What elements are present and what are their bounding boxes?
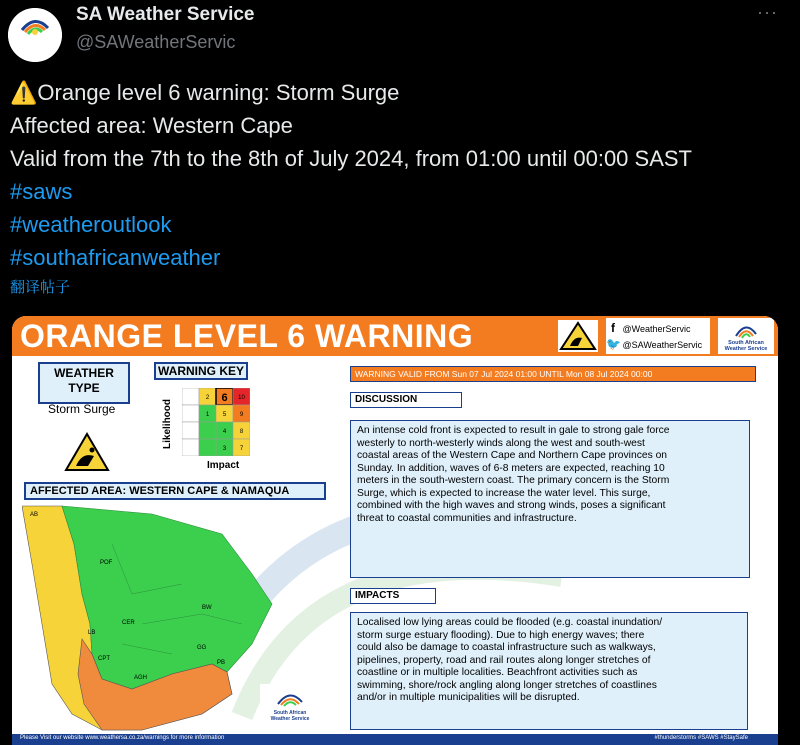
twitter-handle: @SAWeatherServic (622, 340, 703, 350)
impacts-line: coastline or in multiple localities. Beachfront activities such as (357, 667, 638, 678)
discussion-line: meters in the south-western coast. The primary concern is the Storm (357, 475, 670, 486)
account-handle[interactable]: @SAWeatherServic (76, 32, 236, 52)
weather-type-label: WEATHER TYPE (38, 362, 130, 404)
saws-logo-icon (718, 318, 774, 340)
impacts-line: storm surge estuary flooding). Due to high energy waves; there (357, 629, 645, 641)
discussion-line: westerly to north-westerly winds along the west and south-west (357, 437, 645, 449)
warning-emoji-icon: ⚠️ (10, 80, 38, 105)
impact-label: Impact (207, 460, 240, 471)
weather-type-value: Storm Surge (48, 402, 116, 416)
tweet-text (10, 76, 790, 274)
affected-area-label: AFFECTED AREA: WESTERN CAPE & NAMAQUA (24, 482, 326, 500)
tweet-line-3: Valid from the 7th to the 8th of July 2024, from 01:00 until 00:00 SAST (10, 146, 692, 171)
tweet-line-text: Orange level 6 warning: Storm Surge (37, 80, 400, 105)
warning-valid-banner: WARNING VALID FROM Sun 07 Jul 2024 01:00 UNTIL Mon 08 Jul 2024 00:00 (350, 366, 756, 382)
map-region-label: AGH (134, 675, 148, 681)
saws-logo-icon (8, 8, 62, 62)
map-region-label: PB (217, 660, 226, 666)
avatar[interactable] (8, 8, 62, 62)
social-handles (606, 318, 710, 354)
translate-post-link[interactable]: 翻译帖子 (10, 279, 71, 296)
warning-image[interactable] (12, 316, 778, 745)
saws-logo (718, 318, 774, 354)
map-region-label: CER (122, 620, 135, 626)
account-name[interactable]: SA Weather Service (76, 4, 255, 25)
impacts-body (350, 612, 748, 730)
matrix-cell-value: 6 (221, 392, 228, 404)
discussion-label: DISCUSSION (350, 392, 462, 408)
discussion-line: Surge, which is expected to increase the water level. This surge, (357, 487, 651, 499)
matrix-cell-value: 8 (239, 429, 244, 435)
hashtag-southafricanweather[interactable]: #southafricanweather (10, 245, 221, 270)
impacts-line: could also be damage to coastal infrastructure such as walkways, (357, 642, 656, 653)
matrix-cell-value: 3 (222, 446, 227, 452)
matrix-cell-value: 10 (238, 395, 245, 401)
svg-text:South African: South African (273, 710, 307, 716)
footer-hashtags: #thunderstorms #SAWS #StaySafe (654, 735, 748, 741)
logo-text: South African Weather Service (724, 340, 768, 352)
hashtag-saws[interactable]: #saws (10, 179, 73, 204)
matrix-cell-value: 1 (205, 412, 210, 418)
discussion-body (350, 420, 750, 578)
impacts-line: Localised low lying areas could be flooded (e.g. coastal inundation/ (357, 617, 663, 628)
likelihood-label: Likelihood (162, 399, 173, 449)
tweet-line-2: Affected area: Western Cape (10, 113, 293, 138)
warning-title: ORANGE LEVEL 6 WARNING (20, 318, 474, 354)
tweet-line-1 (10, 76, 790, 109)
twitter-icon: 🐦 (606, 337, 621, 351)
facebook-icon: f (611, 321, 615, 335)
warning-key-matrix (182, 388, 250, 456)
storm-surge-warning-icon (558, 320, 598, 352)
map-region-label: BW (202, 605, 212, 611)
matrix-cell-value: 5 (222, 412, 227, 418)
discussion-line: An intense cold front is expected to result in gale to strong gale force (357, 425, 670, 436)
map-region-label: POF (100, 560, 113, 566)
twitter-row (606, 337, 702, 351)
map-region-label: AB (30, 512, 39, 518)
hashtag-weatheroutlook[interactable]: #weatheroutlook (10, 212, 172, 237)
more-options-icon[interactable]: ··· (757, 2, 778, 22)
discussion-line: Sunday. In addition, waves of 6-8 meters are expected, reaching 10 (357, 462, 665, 474)
map-saws-logo-icon (260, 684, 320, 724)
map-region-label: GG (197, 645, 207, 651)
facebook-handle: @WeatherServic (622, 324, 691, 334)
footer-website: Please Visit our website www.weathersa.co.za/warnings for more information (20, 735, 225, 741)
impacts-line: and/or in multiple municipalities will be disrupted. (357, 692, 580, 703)
discussion-line: coastal areas of the Western Cape and Northern Cape provinces on (357, 450, 668, 461)
map-region-label: LB (88, 630, 96, 636)
impacts-line: swimming, shore/rock angling along longer stretches of coastlines (357, 679, 657, 691)
discussion-line: threat to coastal communities and infrastructure. (357, 512, 577, 524)
matrix-cell-value: 9 (239, 412, 244, 418)
matrix-cell-value: 7 (239, 446, 244, 452)
warning-key-label: WARNING KEY (154, 362, 248, 380)
map-region-label: CPT (98, 656, 110, 662)
storm-surge-icon (64, 432, 110, 472)
impacts-line: pipelines, property, road and rail routes along longer stretches of (357, 654, 651, 666)
matrix-cell-value: 4 (222, 429, 227, 435)
discussion-line: combined with the high waves and strong winds, poses a significant (357, 500, 666, 511)
svg-text:Weather Service: Weather Service (270, 716, 310, 722)
facebook-row (606, 321, 691, 335)
impacts-label: IMPACTS (350, 588, 436, 604)
matrix-cell-value: 2 (205, 395, 210, 401)
card-footer (12, 734, 778, 745)
